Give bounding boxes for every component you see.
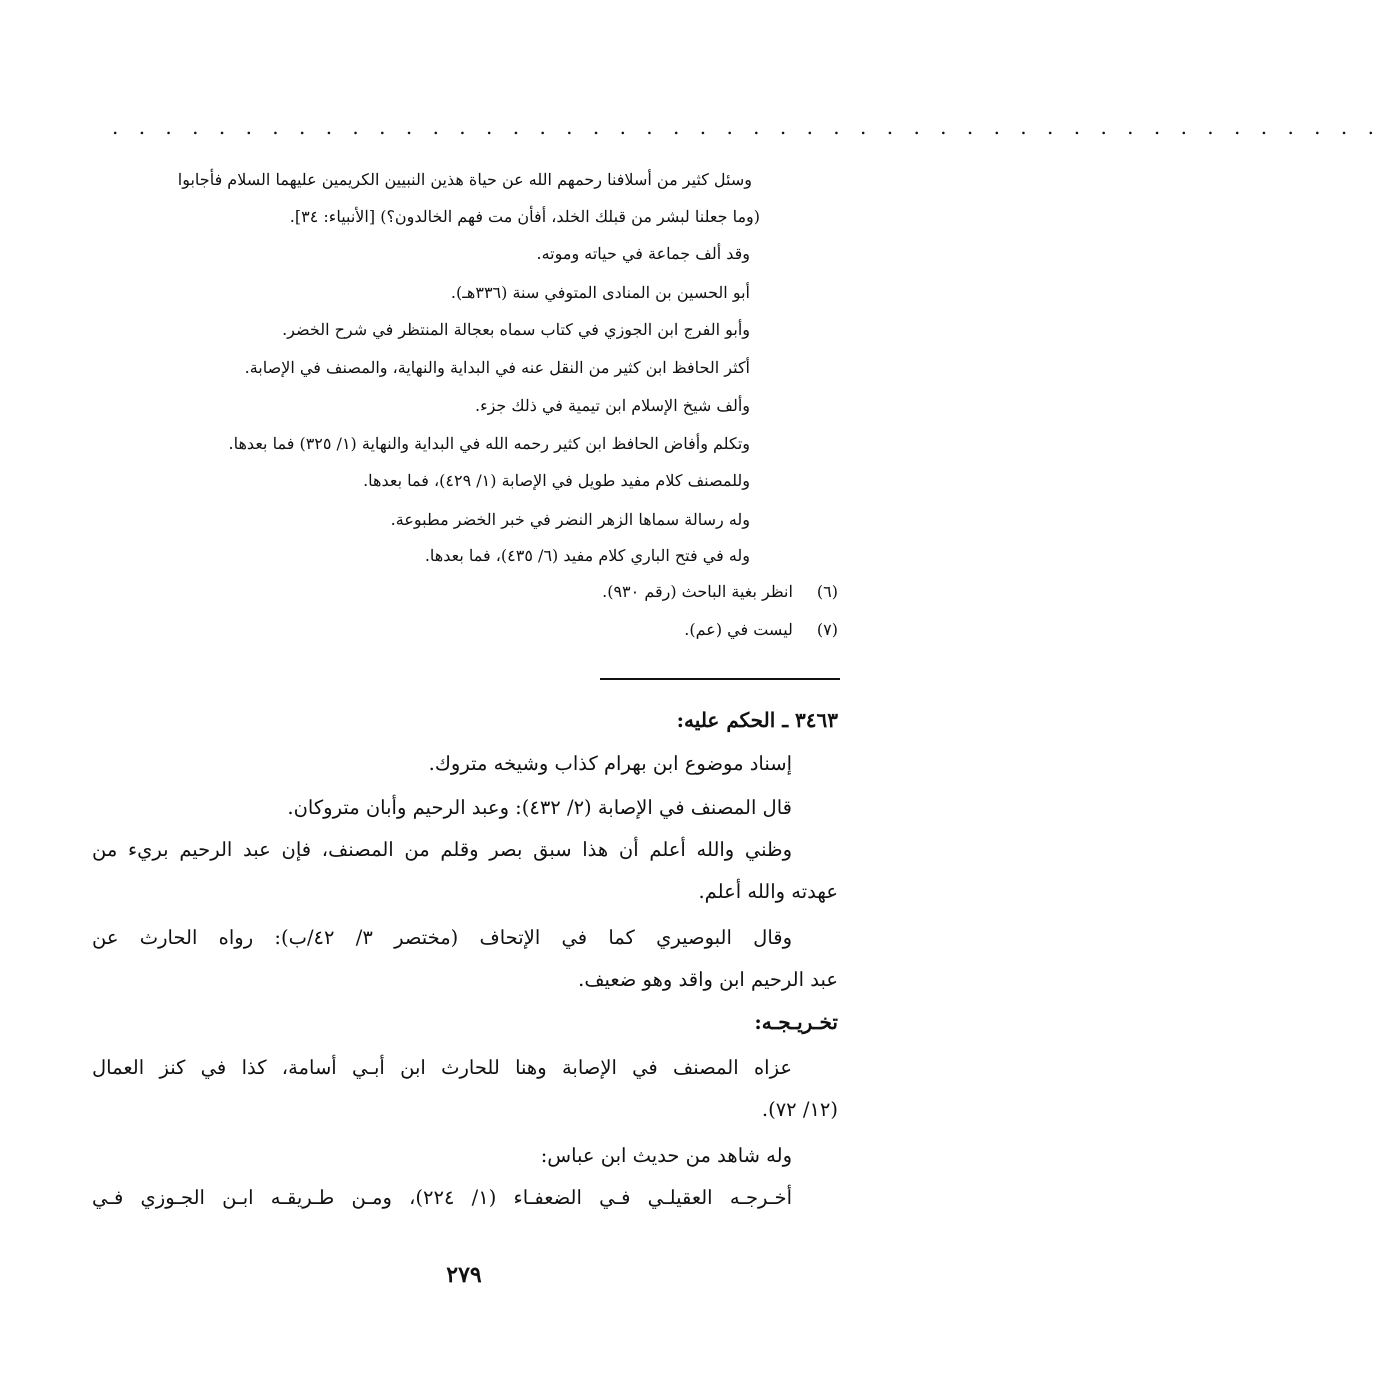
footnote-line: أكثر الحافظ ابن كثير من النقل عنه في البداية والنهاية، والمصنف في الإصابة.: [244, 358, 750, 377]
footnote-line: وسئل كثير من أسلافنا رحمهم الله عن حياة هذين النبيين الكريمين عليهما السلام فأجابوا: [177, 170, 752, 189]
footnote-line: أبو الحسين بن المنادى المتوفي سنة (٣٣٦هـ).: [450, 283, 750, 302]
page-number: ٢٧٩: [446, 1262, 482, 1288]
footnote-number: (٦): [816, 582, 838, 601]
separator-dots: . . . . . . . . . . . . . . . . . . . . . . . . . . . . . . . . . . . . . . . . . . . . . . . .: [112, 115, 1381, 139]
footnote-line: وأبو الفرج ابن الجوزي في كتاب سماه بعجالة المنتظر في شرح الخضر.: [282, 320, 750, 339]
footnote-7: [98, 620, 838, 639]
footnote-line: وله في فتح الباري كلام مفيد (٦/ ٤٣٥)، فما بعدها.: [424, 546, 750, 565]
footnote-number: (٧): [816, 620, 838, 639]
footnote-text: انظر بغية الباحث (رقم ٩٣٠).: [602, 582, 793, 601]
body-paragraph: إسناد موضوع ابن بهرام كذاب وشيخه متروك.: [428, 752, 792, 775]
takhrij-paragraph: أخـرجـه العقيلـي فـي الضعفـاء (١/ ٢٢٤)، ومـن طـريقـه ابـن الجـوزي فـي: [92, 1186, 792, 1209]
footnote-line: (وما جعلنا لبشر من قبلك الخلد، أفأن مت فهم الخالدون؟) [الأنبياء: ٣٤].: [289, 207, 760, 226]
takhrij-paragraph: وله شاهد من حديث ابن عباس:: [540, 1144, 792, 1167]
body-paragraph: عبد الرحيم ابن واقد وهو ضعيف.: [578, 968, 838, 991]
footnote-line: وله رسالة سماها الزهر النضر في خبر الخضر مطبوعة.: [390, 510, 750, 529]
takhrij-heading: تخـريـجـه:: [754, 1010, 838, 1034]
section-heading: ٣٤٦٣ ـ الحكم عليه:: [676, 708, 838, 732]
footnote-text: ليست في (عم).: [684, 620, 793, 639]
body-paragraph: قال المصنف في الإصابة (٢/ ٤٣٢): وعبد الرحيم وأبان متروكان.: [287, 796, 792, 819]
takhrij-paragraph: (١٢/ ٧٢).: [761, 1098, 838, 1121]
footnote-line: وقد ألف جماعة في حياته وموته.: [536, 244, 750, 263]
footnote-line: وللمصنف كلام مفيد طويل في الإصابة (١/ ٤٢٩)، فما بعدها.: [363, 471, 750, 490]
footnote-6: [98, 582, 838, 601]
footnote-line: وتكلم وأفاض الحافظ ابن كثير رحمه الله في البداية والنهاية (١/ ٣٢٥) فما بعدها.: [228, 434, 750, 453]
body-paragraph: عهدته والله أعلم.: [698, 880, 838, 903]
takhrij-paragraph: عزاه المصنف في الإصابة وهنا للحارث ابن أبـي أسامة، كذا في كنز العمال: [92, 1056, 792, 1079]
footnote-line: وألف شيخ الإسلام ابن تيمية في ذلك جزء.: [474, 396, 750, 415]
footnote-divider: [600, 678, 840, 680]
body-paragraph: وقال البوصيري كما في الإتحاف (مختصر ٣/ ٤٢/ب): رواه الحارث عن: [92, 926, 792, 949]
body-paragraph: وظني والله أعلم أن هذا سبق بصر وقلم من المصنف، فإن عبد الرحيم بريء من: [92, 838, 792, 861]
